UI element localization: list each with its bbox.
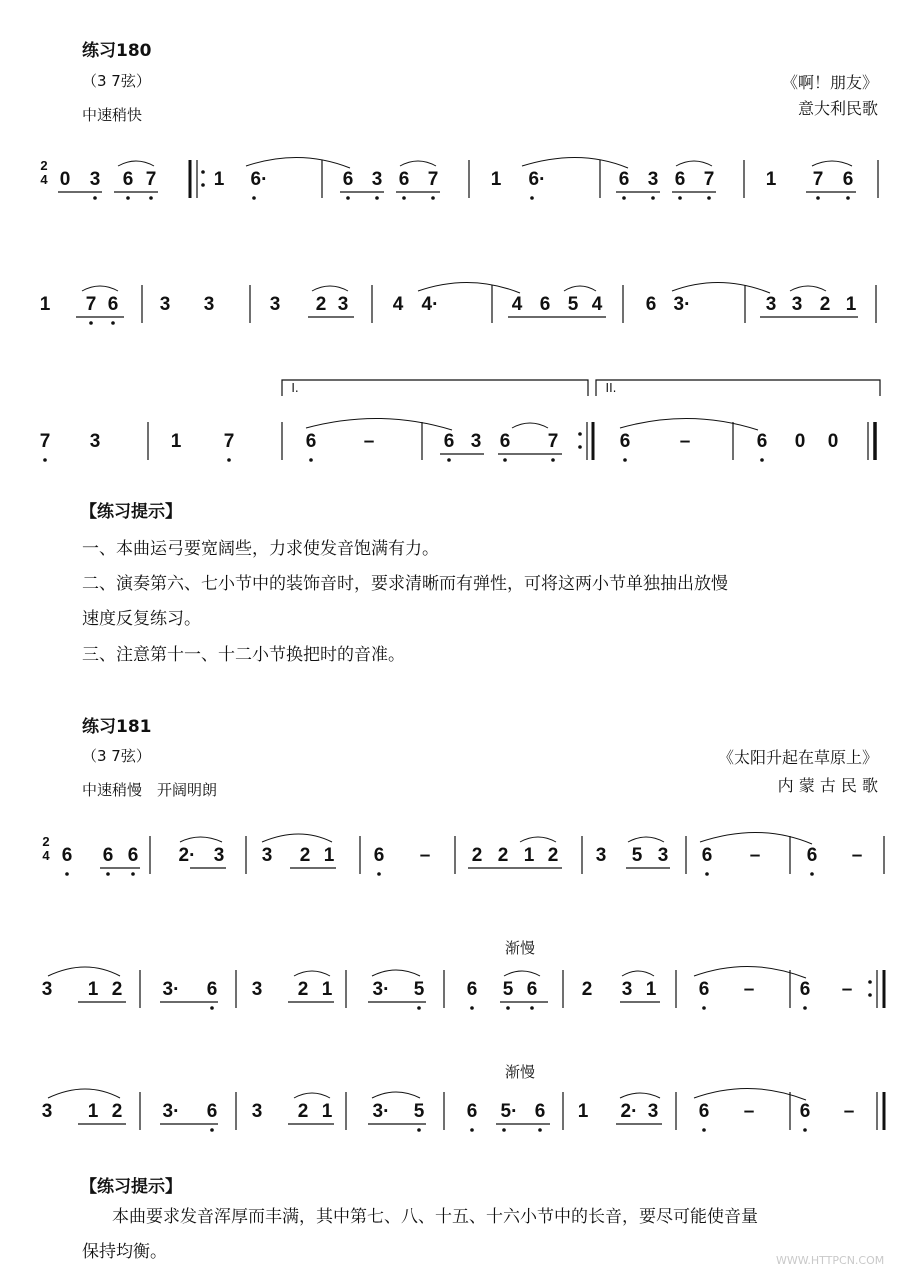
note: 6 bbox=[206, 1101, 218, 1122]
exercise-180-origin: 意大利民歌 bbox=[797, 99, 878, 118]
note: 3 bbox=[765, 294, 777, 315]
note: 6 bbox=[698, 1101, 710, 1122]
note: 7 bbox=[427, 169, 439, 190]
note: 4 bbox=[511, 294, 523, 315]
volta-2-label: II. bbox=[605, 381, 617, 395]
note: 3 bbox=[89, 431, 101, 452]
note: 3 bbox=[621, 979, 633, 1000]
ex181-tip-1-cont: 保持均衡。 bbox=[82, 1242, 167, 1262]
note: 3 bbox=[203, 294, 215, 315]
note: 2 bbox=[297, 979, 309, 1000]
note: 2· bbox=[620, 1101, 638, 1122]
note: 6 bbox=[398, 169, 410, 190]
exercise-181-tempo: 中速稍慢 开阔明朗 bbox=[82, 781, 218, 799]
note: 1 bbox=[321, 1101, 333, 1122]
note: – bbox=[419, 845, 431, 866]
note: 4 bbox=[591, 294, 603, 315]
note: 6 bbox=[806, 845, 818, 866]
note: 3 bbox=[337, 294, 349, 315]
note: 3 bbox=[41, 979, 53, 1000]
note: 3 bbox=[595, 845, 607, 866]
note: 5 bbox=[502, 979, 514, 1000]
note: 7 bbox=[85, 294, 97, 315]
note: 6 bbox=[645, 294, 657, 315]
note: 3· bbox=[372, 1101, 390, 1122]
volta-1-label: I. bbox=[291, 381, 299, 395]
note: 5 bbox=[567, 294, 579, 315]
ex180-tip-2-cont: 速度反复练习。 bbox=[82, 609, 201, 629]
note: 2 bbox=[315, 294, 327, 315]
note: 4· bbox=[421, 294, 439, 315]
note: 6 bbox=[674, 169, 686, 190]
ex180-tip-1: 一、本曲运弓要宽阔些，力求使发音饱满有力。 bbox=[82, 539, 439, 559]
note: 2 bbox=[471, 845, 483, 866]
note: 3· bbox=[162, 979, 180, 1000]
note: 6 bbox=[466, 1101, 478, 1122]
time-signature-top: 2 bbox=[40, 158, 48, 173]
note: 6 bbox=[526, 979, 538, 1000]
note: 6 bbox=[842, 169, 854, 190]
ex180-tip-2: 二、演奏第六、七小节中的装饰音时，要求清晰而有弹性，可将这两小节单独抽出放慢 bbox=[82, 574, 728, 594]
ex180-row3-lines bbox=[0, 372, 900, 472]
note: 3 bbox=[791, 294, 803, 315]
exercise-180-tempo: 中速稍快 bbox=[82, 106, 143, 124]
exercise-180-song-title: 《啊！朋友》 bbox=[781, 73, 878, 92]
note: – bbox=[843, 1101, 855, 1122]
note: 3 bbox=[269, 294, 281, 315]
note: 3 bbox=[89, 169, 101, 190]
note: – bbox=[743, 1101, 755, 1122]
time-signature-top: 2 bbox=[42, 834, 50, 849]
note: 2 bbox=[297, 1101, 309, 1122]
note: 6· bbox=[250, 169, 268, 190]
note: 0 bbox=[59, 169, 71, 190]
note: 3 bbox=[470, 431, 482, 452]
note: 6 bbox=[305, 431, 317, 452]
note: 6 bbox=[799, 1101, 811, 1122]
note: 6 bbox=[701, 845, 713, 866]
note: 3· bbox=[372, 979, 390, 1000]
note: 1 bbox=[523, 845, 535, 866]
note: 3 bbox=[371, 169, 383, 190]
note: 6 bbox=[443, 431, 455, 452]
note: 7 bbox=[703, 169, 715, 190]
note: 3 bbox=[261, 845, 273, 866]
note: 5 bbox=[413, 979, 425, 1000]
exercise-181-strings: （3 7弦） bbox=[82, 747, 151, 765]
ex181-staff-row-3 bbox=[0, 1062, 900, 1142]
note: – bbox=[841, 979, 853, 1000]
note: 6 bbox=[61, 845, 73, 866]
note: 5· bbox=[500, 1101, 518, 1122]
note: 1 bbox=[170, 431, 182, 452]
note: 3 bbox=[213, 845, 225, 866]
note: 2 bbox=[299, 845, 311, 866]
time-signature-bottom: 4 bbox=[42, 848, 50, 863]
note: 3· bbox=[673, 294, 691, 315]
note: 3 bbox=[41, 1101, 53, 1122]
note: 6 bbox=[499, 431, 511, 452]
note: 6 bbox=[618, 169, 630, 190]
ex181-tips-heading: 【练习提示】 bbox=[80, 1177, 182, 1197]
note: 6 bbox=[206, 979, 218, 1000]
note: 1 bbox=[577, 1101, 589, 1122]
note: 1 bbox=[845, 294, 857, 315]
exercise-181-origin: 内 蒙 古 民 歌 bbox=[777, 776, 878, 795]
note: 6 bbox=[466, 979, 478, 1000]
note: 4 bbox=[392, 294, 404, 315]
note: 6 bbox=[102, 845, 114, 866]
note: 3 bbox=[647, 1101, 659, 1122]
note: 1 bbox=[39, 294, 51, 315]
ex180-tip-3: 三、注意第十一、十二小节换把时的音准。 bbox=[82, 645, 405, 665]
ex180-staff-row-3 bbox=[0, 372, 900, 472]
note: 6 bbox=[342, 169, 354, 190]
ex181-staff-row-2 bbox=[0, 940, 900, 1020]
note: 1 bbox=[87, 979, 99, 1000]
exercise-181-song-title: 《太阳升起在草原上》 bbox=[717, 748, 878, 767]
note: 6 bbox=[122, 169, 134, 190]
note: – bbox=[749, 845, 761, 866]
ex180-staff-row-2 bbox=[0, 255, 900, 335]
note: 5 bbox=[631, 845, 643, 866]
note: 1 bbox=[323, 845, 335, 866]
note: 3· bbox=[162, 1101, 180, 1122]
note: 3 bbox=[159, 294, 171, 315]
note: 6 bbox=[534, 1101, 546, 1122]
note: 1 bbox=[765, 169, 777, 190]
note: 6· bbox=[528, 169, 546, 190]
exercise-180-strings: （3 7弦） bbox=[82, 72, 151, 90]
note: 2 bbox=[111, 979, 123, 1000]
note: 6 bbox=[756, 431, 768, 452]
note: 1 bbox=[490, 169, 502, 190]
note: 1 bbox=[321, 979, 333, 1000]
note: 6 bbox=[799, 979, 811, 1000]
note: 2 bbox=[497, 845, 509, 866]
note: 6 bbox=[127, 845, 139, 866]
note: 6 bbox=[373, 845, 385, 866]
ex181-row2-lines bbox=[0, 940, 900, 1020]
note: 2 bbox=[111, 1101, 123, 1122]
note: 7 bbox=[145, 169, 157, 190]
note: – bbox=[743, 979, 755, 1000]
exercise-181-title: 练习181 bbox=[82, 717, 152, 737]
note: 6 bbox=[619, 431, 631, 452]
note: 5 bbox=[413, 1101, 425, 1122]
note: 7 bbox=[39, 431, 51, 452]
note: 3 bbox=[647, 169, 659, 190]
note: – bbox=[363, 431, 375, 452]
exercise-180-title: 练习180 bbox=[82, 41, 152, 61]
ritardando-marking: 渐慢 bbox=[504, 939, 535, 957]
note: 3 bbox=[251, 1101, 263, 1122]
note: 7 bbox=[812, 169, 824, 190]
note: 1 bbox=[87, 1101, 99, 1122]
note: 7 bbox=[547, 431, 559, 452]
note: 1 bbox=[645, 979, 657, 1000]
note: 3 bbox=[657, 845, 669, 866]
note: 2 bbox=[819, 294, 831, 315]
ex181-tip-1: 本曲要求发音浑厚而丰满，其中第七、八、十五、十六小节中的长音，要尽可能使音量 bbox=[112, 1207, 758, 1227]
ex180-tips-heading: 【练习提示】 bbox=[80, 502, 182, 522]
watermark-text: WWW.HTTPCN.COM bbox=[776, 1254, 885, 1267]
note: 2· bbox=[178, 845, 196, 866]
note: 1 bbox=[213, 169, 225, 190]
ex180-staff-row-1 bbox=[0, 130, 900, 210]
note: – bbox=[679, 431, 691, 452]
note: 0 bbox=[827, 431, 839, 452]
note: 7 bbox=[223, 431, 235, 452]
note: – bbox=[851, 845, 863, 866]
note: 6 bbox=[539, 294, 551, 315]
note: 0 bbox=[794, 431, 806, 452]
note: 6 bbox=[698, 979, 710, 1000]
ex181-staff-row-1 bbox=[0, 806, 900, 886]
time-signature-bottom: 4 bbox=[40, 172, 48, 187]
ex181-row3-lines bbox=[0, 1062, 900, 1142]
note: 3 bbox=[251, 979, 263, 1000]
note: 2 bbox=[547, 845, 559, 866]
note: 6 bbox=[107, 294, 119, 315]
note: 2 bbox=[581, 979, 593, 1000]
ritardando-marking: 渐慢 bbox=[504, 1063, 535, 1081]
